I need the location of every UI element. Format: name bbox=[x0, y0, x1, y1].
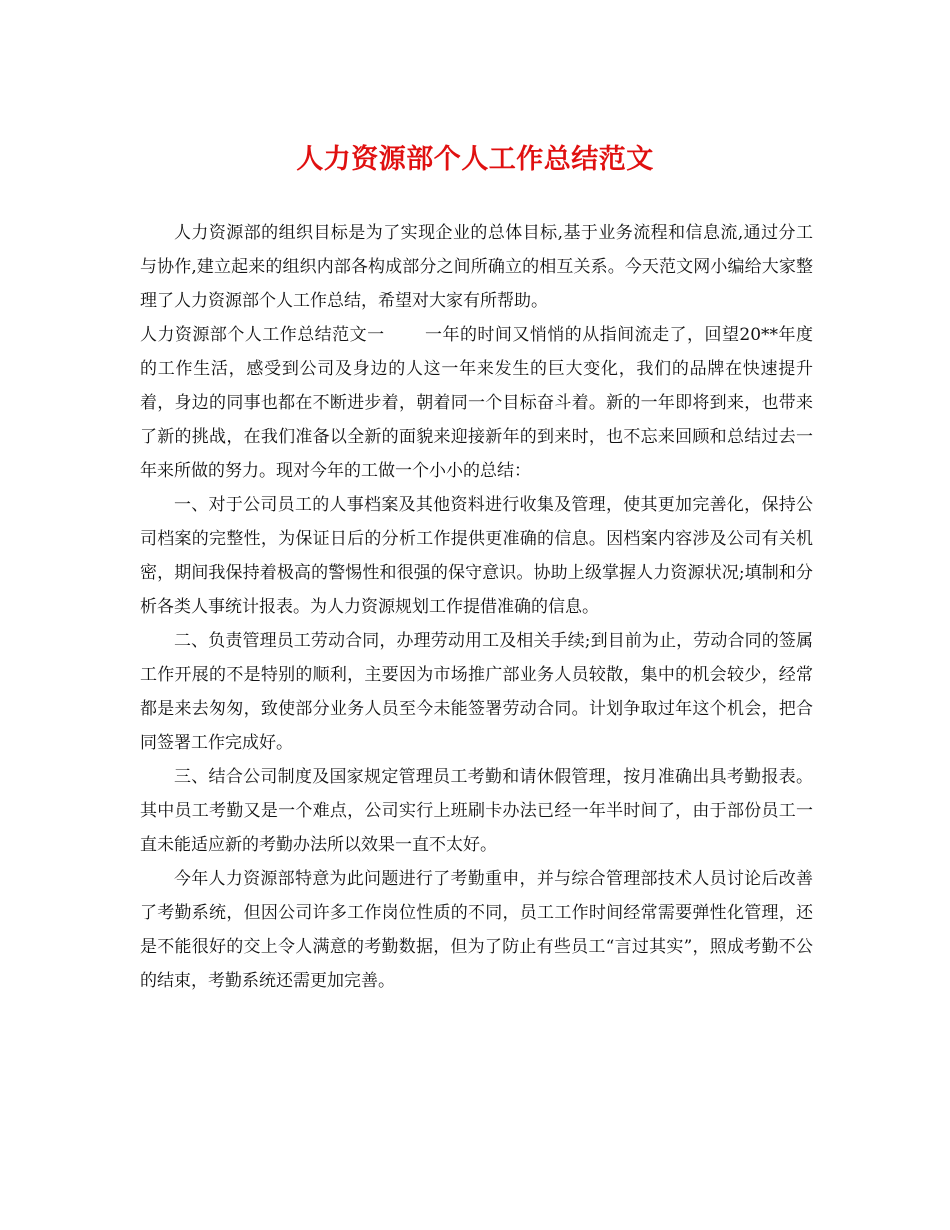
attendance-paragraph: 今年人力资源部特意为此问题进行了考勤重申，并与综合管理部技术人员讨论后改善了考勤系统，但因公司许多工作岗位性质的不同，员工工作时间经常需要弹性化管理，还是不能很好的交上令人满意的考勤数据，但为了防止有些员工“言过其实”，照成考勤不公的结束，考勤系统还需更加完善。 bbox=[140, 869, 813, 991]
item-one-paragraph: 一、对于公司员工的人事档案及其他资料进行收集及管理，使其更加完善化，保持公司档案的完整性，为保证日后的分析工作提供更准确的信息。因档案内容涉及公司有关机密，期间我保持着极高的警惕性和很强的保守意识。协助上级掌握人力资源状况;填制和分析各类人事统计报表。为人力资源规划工作提借准确的信息。 bbox=[140, 495, 813, 617]
document-title: 人力资源部个人工作总结范文 bbox=[296, 144, 654, 175]
section-heading: 人力资源部个人工作总结范文一 bbox=[140, 325, 385, 345]
item-two-paragraph: 二、负责管理员工劳动合同，办理劳动用工及相关手续;到目前为止，劳动合同的签属工作开展的不是特别的顺利，主要因为市场推广部业务人员较散，集中的机会较少，经常都是来去匆匆，致使部分业务人员至今未能签署劳动合同。计划争取过年这个机会，把合同签署工作完成好。 bbox=[140, 631, 813, 753]
section-opening: 一年的时间又悄悄的从指间流走了，回望20**年度的工作生活，感受到公司及身边的人这一年来发生的巨大变化，我们的品牌在快速提升着，身边的同事也都在不断进步着，朝着同一个目标奋斗着。新的一年即将到来，也带来了新的挑战，在我们准备以全新的面貌来迎接新年的到来时，也不忘来回顾和总结过去一年来所做的努力。现对今年的工做一个小小的总结： bbox=[140, 325, 813, 481]
section-one-paragraph bbox=[140, 318, 813, 488]
document-body bbox=[140, 216, 813, 998]
intro-paragraph: 人力资源部的组织目标是为了实现企业的总体目标,基于业务流程和信息流,通过分工与协作,建立起来的组织内部各构成部分之间所确立的相互关系。今天范文网小编给大家整理了人力资源部个人工作总结，希望对大家有所帮助。 bbox=[140, 223, 813, 311]
item-three-paragraph: 三、结合公司制度及国家规定管理员工考勤和请休假管理，按月准确出具考勤报表。其中员工考勤又是一个难点，公司实行上班刷卡办法已经一年半时间了，由于部份员工一直未能适应新的考勤办法所以效果一直不太好。 bbox=[140, 767, 813, 855]
